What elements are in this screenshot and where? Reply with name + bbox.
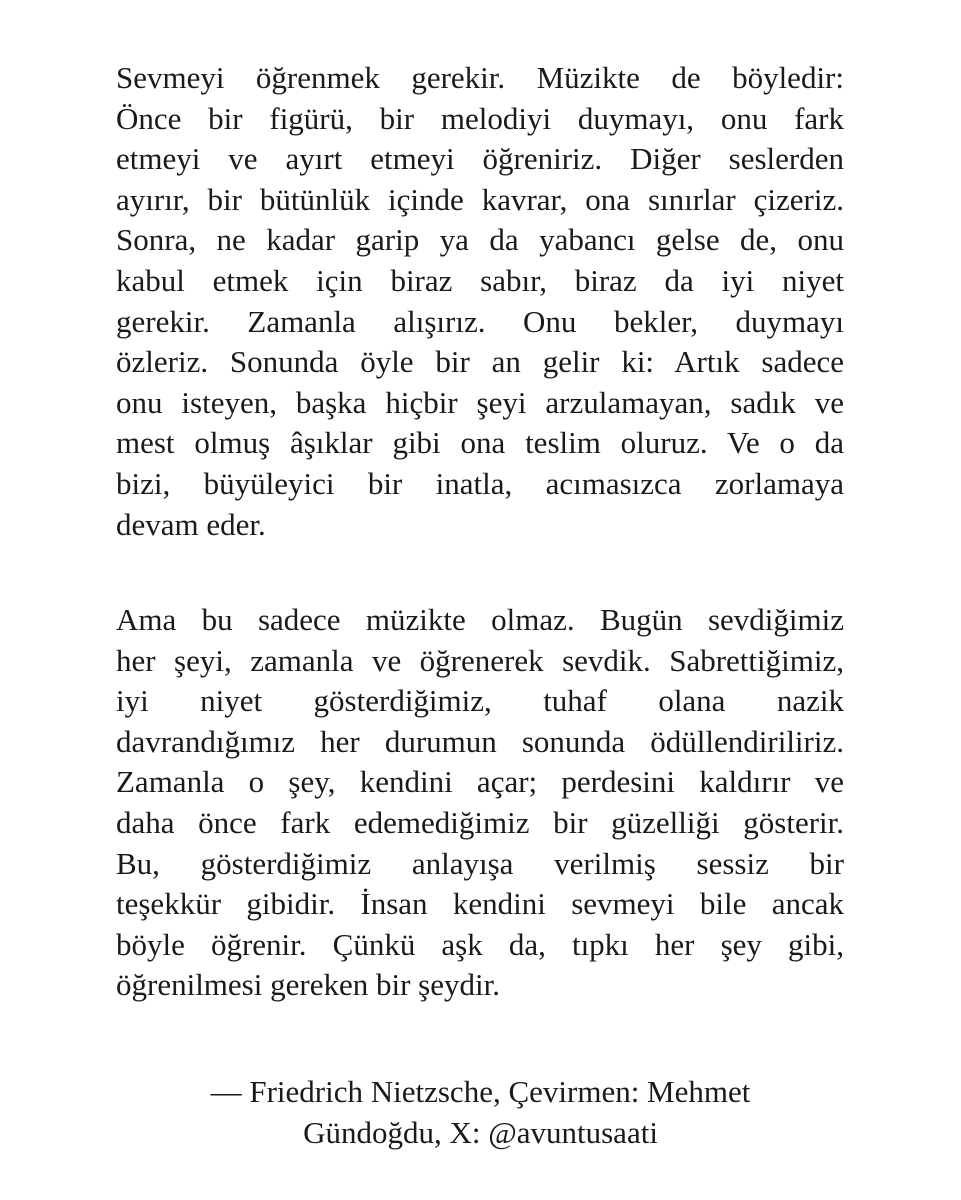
paragraph-1-line-8: özleriz. Sonunda öyle bir an gelir ki: Artık sadece [116, 344, 844, 380]
paragraph-1-line-11: bizi, büyüleyici bir inatla, acımasızca zorlamaya [116, 465, 844, 501]
paragraph-2-line-8: teşekkür gibidir. İnsan kendini sevmeyi bile ancak [116, 886, 844, 922]
paragraph-2 [116, 600, 844, 1006]
paragraph-1-line-2: Önce bir figürü, bir melodiyi duymayı, onu fark [116, 100, 844, 136]
paragraph-1-line-5: Sonra, ne kadar garip ya da yabancı gelse de, onu [116, 222, 844, 258]
paragraph-2-line-6: daha önce fark edemediğimiz bir güzelliği gösterir. [116, 804, 844, 840]
paragraph-2-line-1: Ama bu sadece müzikte olmaz. Bugün sevdiğimiz [116, 602, 844, 637]
paragraph-1-line-6: kabul etmek için biraz sabır, biraz da iyi niyet [116, 262, 844, 298]
paragraph-2-line-5: Zamanla o şey, kendini açar; perdesini kaldırır ve [116, 764, 844, 800]
paragraph-2-line-10: öğrenilmesi gereken bir şeydir. [116, 967, 500, 1003]
paragraph-1-line-7: gerekir. Zamanla alışırız. Onu bekler, duymayı [116, 303, 844, 339]
paragraph-1-line-10: mest olmuş âşıklar gibi ona teslim oluruz. Ve o da [116, 425, 844, 461]
paragraph-1 [116, 58, 844, 545]
attribution-line-1: — Friedrich Nietzsche, Çevirmen: Mehmet [210, 1074, 751, 1109]
attribution-line-2: Gündoğdu, X: @avuntusaati [303, 1114, 658, 1150]
paragraph-2-line-4: davrandığımız her durumun sonunda ödüllendiriliriz. [116, 723, 844, 759]
paragraph-2-line-3: iyi niyet gösterdiğimiz, tuhaf olana nazik [116, 683, 844, 719]
attribution [0, 1072, 961, 1153]
paragraph-1-line-1: Sevmeyi öğrenmek gerekir. Müzikte de böyledir: [116, 60, 844, 95]
paragraph-1-line-3: etmeyi ve ayırt etmeyi öğreniriz. Diğer seslerden [116, 141, 844, 177]
paragraph-2-line-9: böyle öğrenir. Çünkü aşk da, tıpkı her şey gibi, [116, 926, 844, 962]
paragraph-1-line-12: devam eder. [116, 506, 266, 542]
paragraph-1-line-4: ayırır, bir bütünlük içinde kavrar, ona sınırlar çizeriz. [116, 181, 844, 217]
paragraph-1-line-9: onu isteyen, başka hiçbir şeyi arzulamayan, sadık ve [116, 384, 844, 420]
paragraph-2-line-2: her şeyi, zamanla ve öğrenerek sevdik. Sabrettiğimiz, [116, 642, 844, 678]
paragraph-2-line-7: Bu, gösterdiğimiz anlayışa verilmiş sessiz bir [116, 845, 844, 881]
